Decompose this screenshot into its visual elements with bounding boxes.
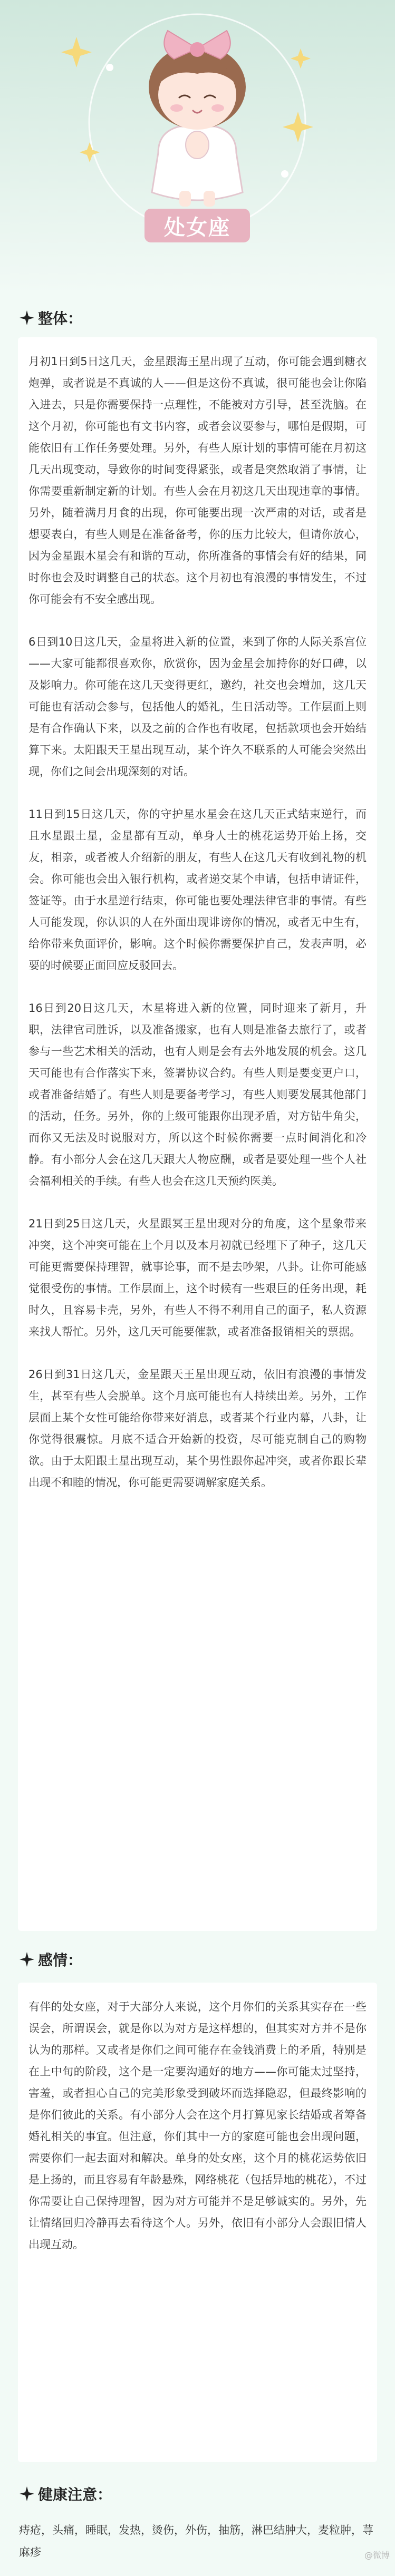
overall-paragraph-5: 21日到25日这几天，火星跟冥王星出现对分的角度，这个星象带来冲突，这个冲突可能在上个月以及本月初就已经埋下了种子，这几天可能更需要保持理智，就事论事，而不是去吵架，八卦。让你可能感觉很受伤的事情。工作层面上，这个时候有一些艰巨的任务出现，耗时久，且容易卡壳，另外，有些人不得不利用自己的面子，私人资源来找人帮忙。另外，这几天可能要催款，或者准备报销相关的票据。 <box>28 1217 367 1338</box>
emotion-paragraph: 有伴的处女座，对于大部分人来说，这个月你们的关系其实存在一些误会，所谓误会，就是你以为对方是这样想的，但其实对方并不是你认为的那样。又或者是你们之间可能存在金钱消费上的矛盾，特别是在上中旬的阶段，这个是一定要沟通好的地方——你可能太过坚持，害羞，或者担心自己的完美形象受到破坏而选择隐忍，但最终影响的是你们彼此的关系。有小部分人会在这个月打算见家长结婚或者筹备婚礼相关的事宜。但注意，你们其中一方的家庭可能也会出现问题，需要你们一起去面对和解决。单身的处女座，这个月的桃花运势依旧是上扬的，而且容易有年龄悬殊，网络桃花（包括异地的桃花），不过你需要让自己保持理智，因为对方可能并不是足够诚实的。另外，先让情绪回归冷静再去看待这个人。另外，依旧有小部分人会跟旧情人出现互动。 <box>28 2001 367 2251</box>
sparkle-icon <box>19 2486 35 2502</box>
watermark: @微博 <box>364 2550 390 2560</box>
overall-paragraph-2: 6日到10日这几天，金星将进入新的位置，来到了你的人际关系宫位——大家可能都很喜欢你，欣赏你，因为金星会加持你的好口碑，以及影响力。你可能在这几天变得更红，邀约，社交也会增加，这几天可能也有活动会参与，包括他人的婚礼，生日活动等。工作层面上则是有合作确认下来，以及之前的合作也有收尾，包括款项也会开始结算下来。太阳跟天王星出现互动，某个许久不联系的人可能会突然出现，你们之间会出现深刻的对话。 <box>28 636 367 778</box>
orbit-dot <box>106 64 113 71</box>
title-banner <box>144 209 250 242</box>
health-text: 痔疮，头痛，睡眠，发热，烫伤，外伤，抽筋，淋巴结肿大，麦粒肿，荨麻疹 <box>19 2524 373 2559</box>
orbit-dot <box>281 170 288 178</box>
health-heading-text: 健康注意： <box>38 2486 112 2503</box>
emotion-heading <box>19 1949 82 1970</box>
virgo-illustration <box>0 0 395 295</box>
header <box>0 0 395 295</box>
overall-paragraph-1: 月初1日到5日这几天，金星跟海王星出现了互动，你可能会遇到糖衣炮弹，或者说是不真诚的人——但是这份不真诚，很可能也会让你陷入进去，只是你需要保持一点理性，不能被对方引导，甚至洗脑。在这个月初，你可能也有文书内容，或者会议要参与，哪怕是假期，可能依旧有工作任务要处理。另外，有些人原计划的事情可能在月初这几天出现变动，导致你的时间变得紧张，或者是突然取消了事情，让你需要重新制定新的计划。有些人会在月初这几天出现违章的事情。另外，随着满月月食的出现，你可能要出现一次严肃的对话，或者是想要表白，有些人则是在准备备考，你的压力比较大，但请你放心，因为金星跟木星会有和谐的互动，你所准备的事情会有好的结果，同时你也会及时调整自己的状态。这个月初也有浪漫的事情发生，不过你可能会有不安全感出现。 <box>28 355 367 606</box>
emotion-heading-text: 感情： <box>38 1951 83 1969</box>
sparkle-icon <box>19 310 35 326</box>
emotion-text-box <box>18 1983 377 2462</box>
health-heading <box>19 2483 112 2504</box>
overall-paragraph-3: 11日到15日这几天，你的守护星水星会在这几天正式结束逆行，而且水星跟土星，金星都有互动，单身人士的桃花运势开始上扬，交友，相亲，或者被人介绍新的朋友，有些人在这几天有收到礼物的机会。你可能也会出入银行机构，或者递交某个申请，包括申请证件，签证等。由于水星逆行结束，你可能也要处理法律官非的事情。有些人可能发现，你认识的人在外面出现诽谤你的情况，或者无中生有，给你带来负面评价，影响。这个时候你需要保护自己，发表声明，必要的时候要正面回应反驳回去。 <box>28 808 367 972</box>
overall-paragraph-4: 16日到20日这几天，木星将进入新的位置，同时迎来了新月，升职，法律官司胜诉，以及准备搬家，也有人则是准备去旅行了，或者参与一些艺术相关的活动，也有人则是会有去外地发展的机会。这几天可能也有合作落实下来，签署协议合约。有些人则是要变更户口，或者准备结婚了。有些人则是要备考学习，有些人则要发展其他部门的活动，任务。另外，你的上级可能跟你出现矛盾，对方钻牛角尖，而你又无法及时说服对方，所以这个时候你需要一点时间消化和冷静。有小部分人会在这几天跟大人物应酬，或者是要处理一些个人社会福利相关的手续。有些人也会在这几天预约医美。 <box>28 1002 367 1187</box>
overall-paragraph-6: 26日到31日这几天，金星跟天王星出现互动，依旧有浪漫的事情发生，甚至有些人会脱单。这个月底可能也有人持续出差。另外，工作层面上某个女性可能给你带来好消息，或者某个行业内幕，八卦，让你觉得很震惊。月底不适合开始新的投资，尽可能克制自己的购物欲。由于太阳跟土星出现互动，某个男性跟你起冲突，或者你跟长辈出现不和睦的情况，你可能更需要调解家庭关系。 <box>28 1368 367 1489</box>
page-title: 处女座 <box>164 215 230 240</box>
overall-text-box <box>18 337 377 1931</box>
overall-heading-text: 整体： <box>38 310 83 327</box>
sparkle-icon <box>19 1951 35 1967</box>
overall-heading <box>19 307 82 328</box>
